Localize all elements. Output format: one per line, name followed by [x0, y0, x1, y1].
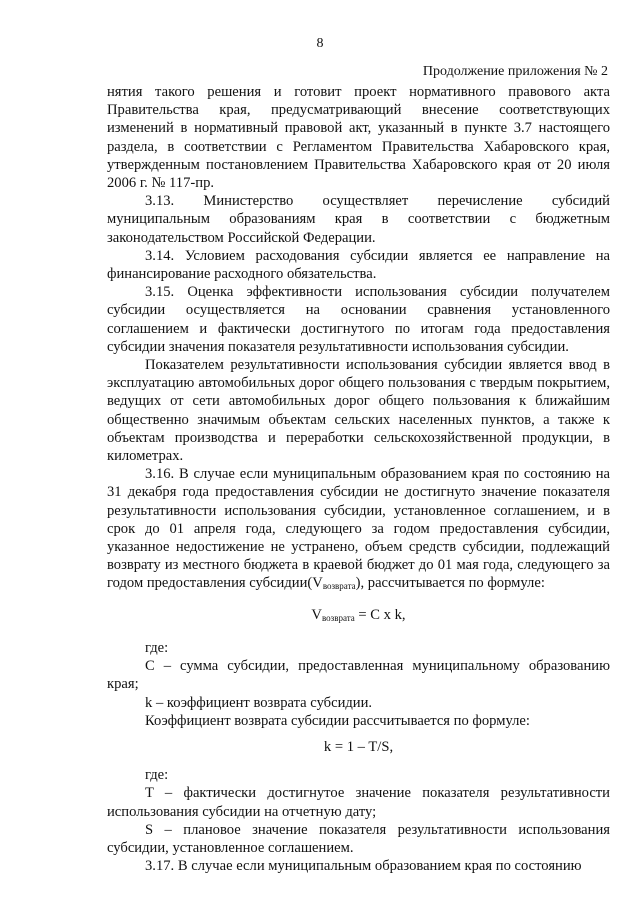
- paragraph-3-16-text: 3.16. В случае если муниципальным образованием края по состоянию на 31 декабря года предоставления субсидии не достигнуто значение показателя результативности использования субсидии, установленное соглашением, и в срок до 01 апреля года, следующего за годом предоставления субсидии, указанное недостижение не устранено, объем средств субсидии, подлежащий возврату из местного бюджета в краевой бюджет до 01 мая года, следующего за годом предоставления субсидии(V: [107, 466, 610, 592]
- definition-t: T – фактически достигнутое значение показателя результативности использования субсидии на отчетную дату;: [107, 785, 610, 820]
- formula-refund-v: V: [311, 606, 322, 623]
- definition-k: k – коэффициент возврата субсидии.: [145, 694, 373, 711]
- where-label-2: где:: [145, 767, 169, 784]
- paragraph-3-16-end: ), рассчитывается по формуле:: [355, 575, 545, 592]
- paragraph-3-14: 3.14. Условием расходования субсидии является ее направление на финансирование расходного обязательства.: [107, 247, 610, 283]
- paragraph-continuation: нятия такого решения и готовит проект нормативного правового акта Правительства края, предусматривающий внесение соответствующих изменений в нормативный правовой акт, указанный в пункте 3.7 настоящего раздела, в соответствии с Регламентом Правительства Хабаровского края, утвержденным постановлением Правительства Хабаровского края от 20 июля 2006 г. № 117-пр.: [107, 84, 610, 192]
- where-label-1: где:: [145, 639, 169, 656]
- paragraph-3-15: 3.15. Оценка эффективности использования субсидии получателем субсидии осуществляется на основании сравнения установленного соглашением и фактически достигнутого по итогам года предоставления субсидии значения показателя результативности использования субсидии.: [107, 284, 610, 355]
- paragraph-3-13: 3.13. Министерство осуществляет перечисление субсидий муниципальным образованиям края в соответствии с бюджетным законодательством Российской Федерации.: [107, 193, 610, 246]
- formula-coefficient: k = 1 – T/S,: [323, 738, 394, 755]
- appendix-continuation-note: Продолжение приложения № 2: [422, 64, 608, 79]
- coefficient-intro: Коэффициент возврата субсидии рассчитывается по формуле:: [145, 712, 530, 729]
- formula-refund-subscript: возврата: [321, 612, 355, 623]
- paragraph-3-16-subscript: возврата: [322, 581, 356, 592]
- document-body: [107, 83, 610, 875]
- definition-s: S – плановое значение показателя результативности использования субсидии, установленное соглашением.: [107, 821, 610, 856]
- paragraph-3-17: 3.17. В случае если муниципальным образованием края по состоянию: [145, 858, 582, 875]
- formula-refund-rhs: = C x k,: [354, 606, 406, 623]
- definition-c: C – сумма субсидии, предоставленная муниципальному образованию края;: [107, 658, 610, 693]
- formula-refund-volume: [107, 606, 610, 627]
- paragraph-3-16: [107, 465, 610, 595]
- page-number: 8: [316, 36, 324, 51]
- paragraph-performance-indicator: Показателем результативности использования субсидии является ввод в эксплуатацию автомобильных дорог общего пользования с твердым покрытием, ведущих от сети автомобильных дорог общего пользования к ближайшим общественно значимым объектам сельских населенных пунктов, а также к объектам производства и переработки сельскохозяйственной продукции, в километрах.: [107, 357, 610, 465]
